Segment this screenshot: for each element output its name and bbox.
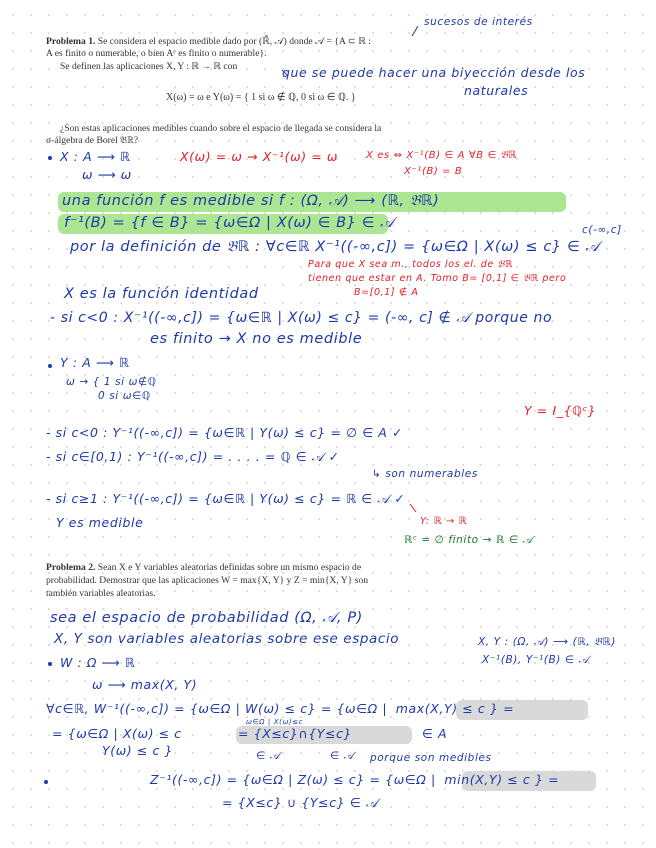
red-note-3: B=[0,1] ∉ A — [354, 287, 419, 298]
bullet — [44, 780, 48, 784]
medible-definition: una función f es medible si f : (Ω, 𝒜) ⟶ (ℝ, 𝔅ℝ) — [62, 193, 440, 209]
w-line-1c: } = — [489, 701, 515, 716]
w-line-2b: = {X≤c}∩{Y≤c} — [238, 726, 353, 741]
w-map: W : Ω ⟶ ℝ — [60, 655, 136, 670]
y-map-red: Y: ℝ → ℝ — [420, 516, 468, 527]
y-case-3: - si c≥1 : Y⁻¹((-∞,c]) = {ω∈ℝ | Y(ω) ≤ c} = ℝ ∈ 𝒜 ✓ — [46, 491, 406, 506]
w-line-2-sub: Y(ω) ≤ c } — [102, 743, 174, 758]
bullet — [48, 662, 52, 666]
w-line-2c: ∈ A — [422, 726, 448, 741]
interval-note: c(-∞,c] — [582, 224, 622, 236]
xy-variables: X, Y son variables aleatorias sobre ese espacio — [54, 631, 400, 647]
x-red-preimage-b: X⁻¹(B) = B — [404, 166, 463, 177]
xy-preimage: X⁻¹(B), Y⁻¹(B) ∈ 𝒜 — [482, 654, 590, 666]
problem1-line2: A es finito o numerable, o bien Aᶜ es finito o numerable}. — [46, 48, 267, 59]
w-line-1 — [46, 702, 514, 716]
y-map: Y : A ⟶ ℝ — [60, 355, 130, 370]
y-indicator: Y = I_{ℚᶜ} — [524, 403, 597, 418]
arrow-red-y — [410, 504, 416, 512]
w-line-1a: ∀c∈ℝ, W⁻¹((-∞,c]) = {ω∈Ω | W(ω) ≤ c} = {ω∈Ω | — [46, 701, 388, 716]
y-omega-2: 0 si ω∈ℚ — [98, 390, 151, 402]
note-biyeccion-2: naturales — [464, 83, 529, 98]
problem1-formula: X(ω) = ω e Y(ω) = { 1 si ω ∉ ℚ, 0 si ω ∈ ℚ. } — [166, 92, 356, 103]
problem2-text1: Sean X e Y variables aleatorias definidas sobre un mismo espacio de — [97, 562, 362, 573]
in-a-1: ∈ 𝒜 — [256, 750, 281, 762]
z-line-1c: } = — [534, 772, 560, 787]
son-numerables: ↳ son numerables — [372, 468, 478, 480]
y-case-1: - si c<0 : Y⁻¹((-∞,c]) = {ω∈ℝ | Y(ω) ≤ c} = ∅ ∈ A ✓ — [46, 425, 404, 440]
y-case-2: - si c∈[0,1) : Y⁻¹((-∞,c]) = . . . . = ℚ ∈ 𝒜 ✓ — [46, 449, 340, 464]
problem2-line2: probabilidad. Demostrar que las aplicaciones W = max{X, Y} y Z = min{X, Y} son — [46, 575, 369, 586]
problem1-line3: Se definen las aplicaciones X, Y : ℝ → ℝ con — [60, 61, 238, 72]
w-line-1b: max(X,Y) ≤ c — [395, 701, 486, 716]
w-small-note: ω∈Ω | X(ω)≤c — [246, 718, 304, 726]
w-line-2a: = {ω∈Ω | X(ω) ≤ c — [52, 726, 182, 741]
w-omega: ω ⟶ max(X, Y) — [92, 677, 198, 692]
problem1-question1: ¿Son estas aplicaciones medibles cuando sobre el espacio de llegada se considera la — [60, 123, 382, 134]
problem2-line3: también variables aleatorias. — [46, 588, 156, 599]
red-note-1: Para que X sea m., todos los el. de 𝔅ℝ — [308, 259, 514, 270]
problem1-text1: Se considera el espacio medible dado por (ℝ̄, 𝒜) donde 𝒜 = {A ⊂ ℝ : — [97, 36, 371, 47]
note-sucesos: sucesos de interés — [424, 16, 533, 28]
note-biyeccion-1: que se puede hacer una biyección desde los — [282, 65, 586, 80]
z-line-2: = {X≤c} ∪ {Y≤c} ∈ 𝒜 — [222, 795, 379, 810]
z-line-1b: min(X,Y) ≤ c — [444, 772, 531, 787]
x-red-preimage: X(ω) = ω → X⁻¹(ω) = ω — [180, 149, 338, 164]
problem2-line1 — [46, 562, 361, 573]
xy-map: X, Y : (Ω, 𝒜) ⟶ (ℝ, 𝔅ℝ) — [478, 636, 616, 648]
problem1-line1 — [46, 36, 371, 47]
espacio-probabilidad: sea el espacio de probabilidad (Ω, 𝒜, P) — [50, 610, 363, 626]
y-omega-1: ω → { 1 si ω∉ℚ — [66, 376, 157, 388]
bullet — [48, 156, 52, 160]
x-case-negative: - si c<0 : X⁻¹((-∞,c]) = {ω∈ℝ | X(ω) ≤ c} = (-∞, c] ∉ 𝒜 porque no — [50, 310, 553, 326]
bullet — [48, 364, 52, 368]
arrow-sucesos — [412, 26, 418, 36]
z-line-1a: Z⁻¹((-∞,c]) = {ω∈Ω | Z(ω) ≤ c} = {ω∈Ω | — [150, 772, 436, 787]
complement-note: ℝᶜ = ∅ finito → ℝ ∈ 𝒜 — [404, 534, 534, 546]
z-line-1 — [150, 773, 559, 787]
x-no-medible: es finito → X no es medible — [150, 331, 363, 347]
red-note-2: tienen que estar en A. Tomo B= [0,1] ∈ 𝔅ℝ pero — [308, 273, 567, 284]
x-map: X : A ⟶ ℝ — [60, 149, 131, 164]
preimage-definition: f⁻¹(B) = {f ∈ B} = {ω∈Ω | X(ω) ∈ B} ∈ 𝒜 — [64, 215, 395, 231]
porque-medibles: porque son medibles — [370, 752, 492, 764]
problem2-label: Problema 2. — [46, 562, 96, 573]
por-definicion: por la definición de 𝔅ℝ : ∀c∈ℝ X⁻¹((-∞,c]) = {ω∈Ω | X(ω) ≤ c} ∈ 𝒜 — [70, 239, 600, 255]
in-a-2: ∈ 𝒜 — [330, 750, 355, 762]
problem1-label: Problema 1. — [46, 36, 96, 47]
x-identidad: X es la función identidad — [64, 286, 259, 302]
x-red-condition: X es ⇔ X⁻¹(B) ∈ A ∀B ∈ 𝔅ℝ — [366, 150, 517, 161]
x-omega: ω ⟶ ω — [82, 167, 132, 182]
y-medible: Y es medible — [56, 515, 144, 530]
problem1-question2: σ-álgebra de Borel 𝔅ℝ? — [46, 135, 139, 146]
